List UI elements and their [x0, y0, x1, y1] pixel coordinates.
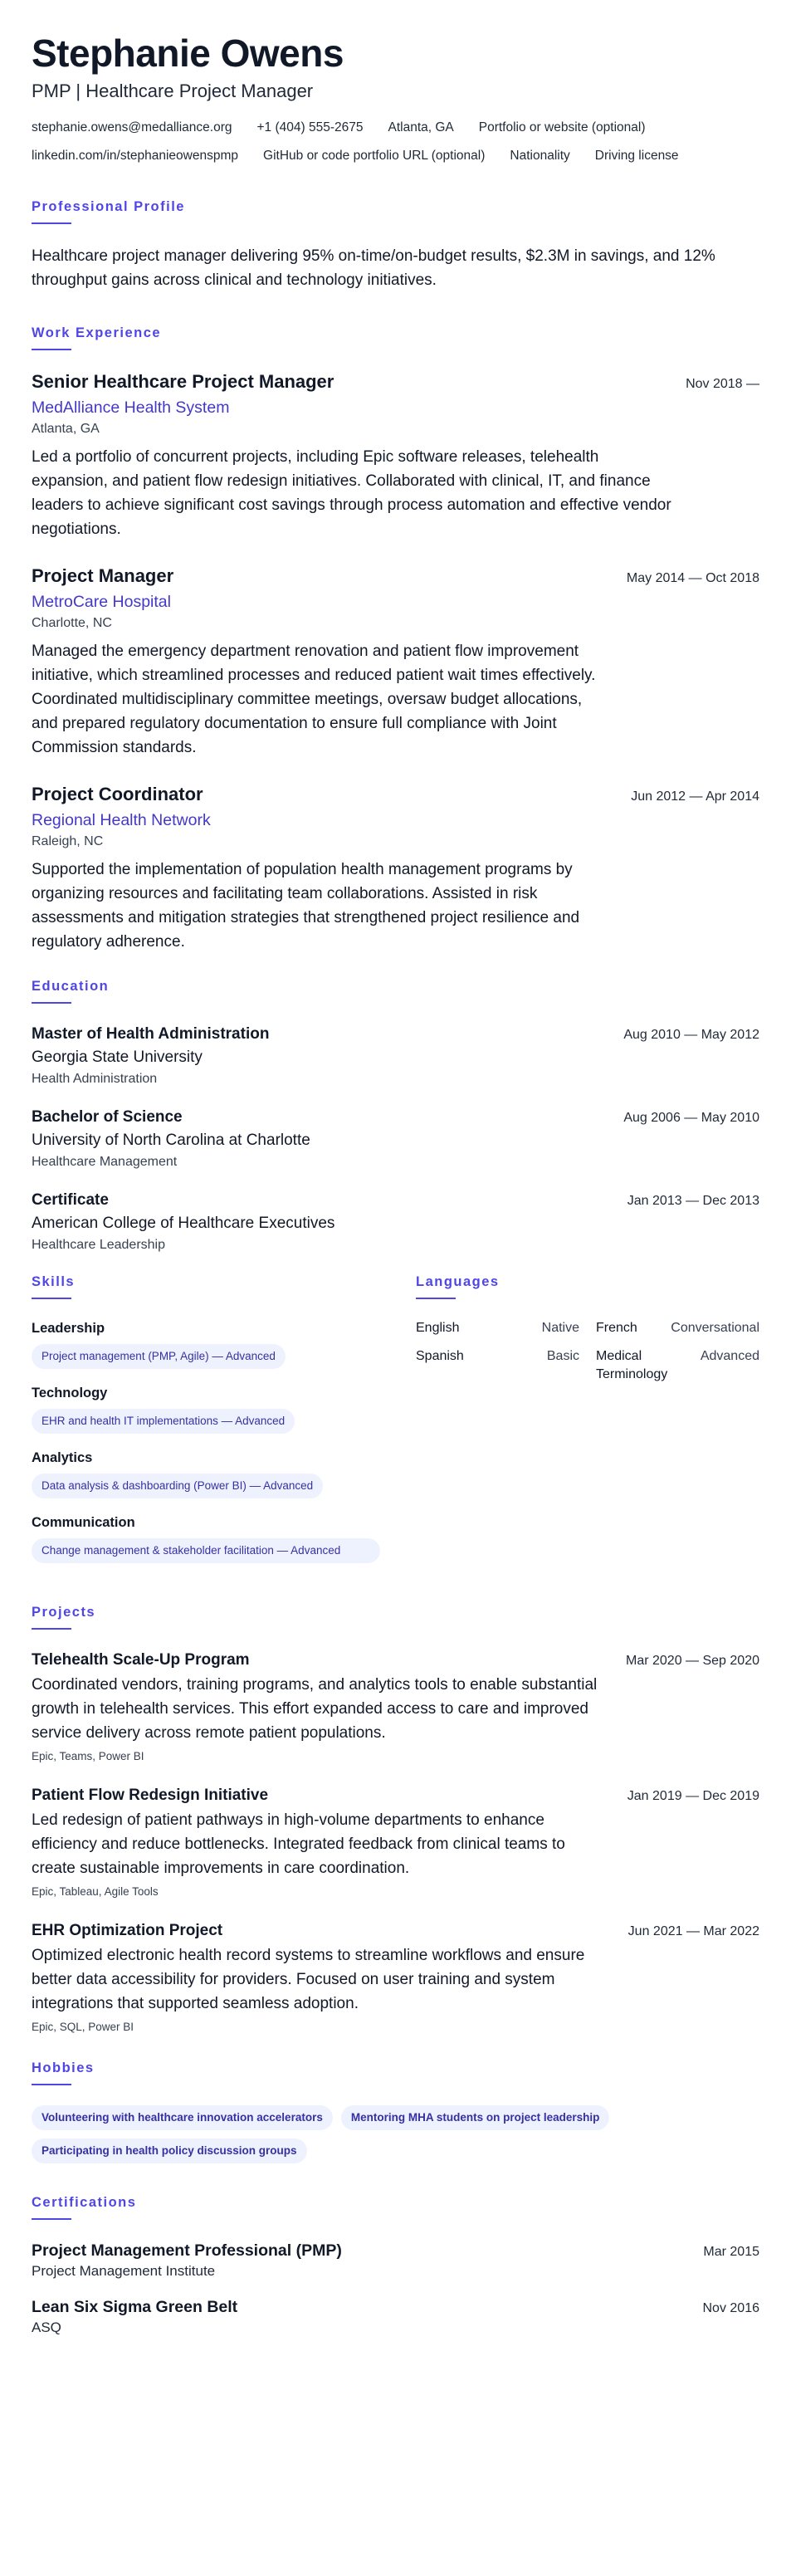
project-entry	[32, 1650, 759, 1765]
job-entry	[32, 370, 759, 541]
hobby-tag: Mentoring MHA students on project leadership	[341, 2105, 610, 2130]
education-field: Healthcare Leadership	[32, 1238, 165, 1252]
job-description: Managed the emergency department renovation and patient flow improvement initiative, which streamlined processes and reduced patient wait times effectively. Coordinated multidisciplinary committee meetings, oversaw budget allocations, and prepared regulatory documentation to ensure full compliance with Joint Commission standards.	[32, 643, 596, 756]
language-item	[596, 1347, 759, 1384]
certification-title: Lean Six Sigma Green Belt	[32, 2298, 238, 2316]
section-divider	[32, 1002, 71, 1004]
project-entry	[32, 1920, 759, 2036]
job-dates: May 2014 — Oct 2018	[626, 571, 759, 585]
project-description: Led redesign of patient pathways in high-volume departments to enhance efficiency and reduce bottlenecks. Integrated feedback from clinical teams to create sustainable improvements in care coordination.	[32, 1811, 565, 1877]
education-section	[32, 977, 759, 1254]
job-entry	[32, 783, 759, 954]
contact-portfolio[interactable]: Portfolio or website (optional)	[478, 120, 646, 134]
profile-summary: Healthcare project manager delivering 95% on-time/on-budget results, $2.3M in savings, and 12% throughput gains across clinical and technology initiatives.	[32, 247, 715, 289]
project-title: Telehealth Scale-Up Program	[32, 1651, 250, 1669]
skills-languages-section	[32, 1273, 759, 1578]
contact-list	[32, 120, 762, 176]
section-title: Languages	[416, 1274, 500, 1289]
language-item	[596, 1319, 759, 1337]
education-school: American College of Healthcare Executives	[32, 1215, 335, 1232]
language-item	[416, 1347, 579, 1384]
certification-title: Project Management Professional (PMP)	[32, 2241, 342, 2260]
job-entry	[32, 565, 759, 760]
contact-linkedin[interactable]: linkedin.com/in/stephanieowenspmp	[32, 149, 239, 163]
job-title: Project Coordinator	[32, 784, 203, 804]
project-description: Coordinated vendors, training programs, and analytics tools to enable substantial growth in telehealth services. This effort expanded access to care and improved service delivery across remote patient populations.	[32, 1676, 598, 1742]
education-degree: Master of Health Administration	[32, 1025, 270, 1043]
section-title: Hobbies	[32, 2060, 95, 2075]
job-location: Charlotte, NC	[32, 616, 112, 630]
education-field: Health Administration	[32, 1072, 158, 1086]
hobby-tag: Participating in health policy discussion groups	[32, 2139, 307, 2163]
education-degree: Bachelor of Science	[32, 1108, 183, 1126]
language-name: English	[416, 1321, 460, 1335]
education-degree: Certificate	[32, 1191, 109, 1209]
education-entry	[32, 1107, 759, 1171]
education-field: Healthcare Management	[32, 1155, 178, 1169]
profile-section	[32, 198, 759, 292]
contact-phone[interactable]: +1 (404) 555-2675	[256, 120, 364, 134]
certifications-section	[32, 2193, 759, 2338]
skill-category: Analytics	[32, 1450, 93, 1465]
certification-issuer: ASQ	[32, 2319, 61, 2335]
skill-tag: Data analysis & dashboarding (Power BI) — Advanced	[32, 1474, 323, 1498]
hobbies-section	[32, 2059, 759, 2172]
education-dates: Aug 2010 — May 2012	[623, 1028, 759, 1042]
contact-github[interactable]: GitHub or code portfolio URL (optional)	[263, 149, 486, 163]
job-description: Led a portfolio of concurrent projects, including Epic software releases, telehealth expansion, and patient flow redesign initiatives. Collaborated with clinical, IT, and finance leaders to achieve significant cost savings through process automation and effective vendor negotiations.	[32, 448, 671, 538]
hobby-tag: Volunteering with healthcare innovation accelerators	[32, 2105, 333, 2130]
job-location: Atlanta, GA	[32, 422, 100, 436]
contact-nationality: Nationality	[510, 149, 570, 163]
section-divider	[32, 2084, 71, 2085]
section-title: Work Experience	[32, 325, 162, 340]
language-name: French	[596, 1321, 637, 1335]
project-dates: Mar 2020 — Sep 2020	[626, 1654, 759, 1668]
skill-tag: Change management & stakeholder facilitation — Advanced	[32, 1538, 380, 1563]
education-school: Georgia State University	[32, 1048, 203, 1066]
skill-tag: Project management (PMP, Agile) — Advanced	[32, 1344, 286, 1369]
contact-email[interactable]: stephanie.owens@medalliance.org	[32, 120, 232, 134]
project-title: Patient Flow Redesign Initiative	[32, 1787, 269, 1804]
language-item	[416, 1319, 579, 1337]
resume-header	[32, 32, 759, 176]
contact-driving-license: Driving license	[594, 149, 679, 163]
projects-section	[32, 1603, 759, 2036]
language-level: Advanced	[700, 1349, 759, 1363]
language-list	[416, 1319, 759, 1384]
section-title: Skills	[32, 1274, 76, 1289]
job-company: Regional Health Network	[32, 811, 211, 829]
job-dates: Nov 2018 —	[686, 377, 759, 391]
hobby-list	[32, 2105, 762, 2172]
education-entry	[32, 1190, 759, 1254]
certification-date: Mar 2015	[703, 2245, 759, 2259]
section-divider	[416, 1298, 456, 1299]
contact-location: Atlanta, GA	[388, 120, 454, 134]
certification-entry	[32, 2296, 759, 2338]
job-location: Raleigh, NC	[32, 834, 104, 848]
job-company: MetroCare Hospital	[32, 593, 171, 611]
project-dates: Jun 2021 — Mar 2022	[627, 1924, 759, 1938]
job-description: Supported the implementation of population health management programs by organizing resources and facilitating team collaborations. Assisted in risk assessments and mitigation strategies that strengthened project resilience and regulatory adherence.	[32, 861, 580, 951]
section-divider	[32, 1628, 71, 1630]
section-divider	[32, 1298, 71, 1299]
project-tech: Epic, Teams, Power BI	[32, 1750, 144, 1762]
skill-group	[32, 1513, 383, 1563]
section-title: Education	[32, 979, 110, 994]
job-company: MedAlliance Health System	[32, 398, 230, 417]
job-dates: Jun 2012 — Apr 2014	[631, 789, 759, 804]
job-title: Project Manager	[32, 565, 174, 586]
certification-date: Nov 2016	[702, 2301, 759, 2315]
education-dates: Jan 2013 — Dec 2013	[627, 1194, 759, 1208]
skill-category: Communication	[32, 1515, 135, 1530]
skill-group	[32, 1449, 383, 1498]
candidate-subtitle: PMP | Healthcare Project Manager	[32, 81, 314, 101]
project-tech: Epic, SQL, Power BI	[32, 2021, 134, 2033]
section-title: Projects	[32, 1605, 96, 1620]
language-level: Conversational	[671, 1321, 759, 1335]
education-entry	[32, 1024, 759, 1088]
language-name: Medical Terminology	[596, 1349, 668, 1381]
education-dates: Aug 2006 — May 2010	[623, 1111, 759, 1125]
experience-section	[32, 324, 759, 954]
project-entry	[32, 1785, 759, 1900]
project-dates: Jan 2019 — Dec 2019	[627, 1789, 759, 1803]
skills-column	[32, 1273, 383, 1578]
skill-tag: EHR and health IT implementations — Advanced	[32, 1409, 295, 1434]
language-level: Native	[541, 1321, 579, 1335]
skill-group	[32, 1319, 383, 1369]
languages-column	[416, 1273, 759, 1578]
certification-entry	[32, 2240, 759, 2281]
skill-category: Leadership	[32, 1321, 105, 1336]
language-level: Basic	[546, 1349, 579, 1363]
project-tech: Epic, Tableau, Agile Tools	[32, 1885, 159, 1898]
section-divider	[32, 2218, 71, 2220]
project-title: EHR Optimization Project	[32, 1922, 223, 1939]
section-divider	[32, 222, 71, 224]
language-name: Spanish	[416, 1349, 464, 1363]
section-divider	[32, 349, 71, 350]
education-school: University of North Carolina at Charlotte	[32, 1132, 310, 1149]
section-title: Certifications	[32, 2195, 137, 2210]
certification-issuer: Project Management Institute	[32, 2263, 216, 2279]
job-title: Senior Healthcare Project Manager	[32, 371, 334, 392]
section-title: Professional Profile	[32, 199, 185, 214]
candidate-name: Stephanie Owens	[32, 32, 344, 75]
project-description: Optimized electronic health record systems to streamline workflows and ensure better data accessibility for providers. Focused on user training and system integrations that supported seamless adoption.	[32, 1947, 585, 2012]
skill-category: Technology	[32, 1386, 108, 1400]
skill-group	[32, 1384, 383, 1434]
